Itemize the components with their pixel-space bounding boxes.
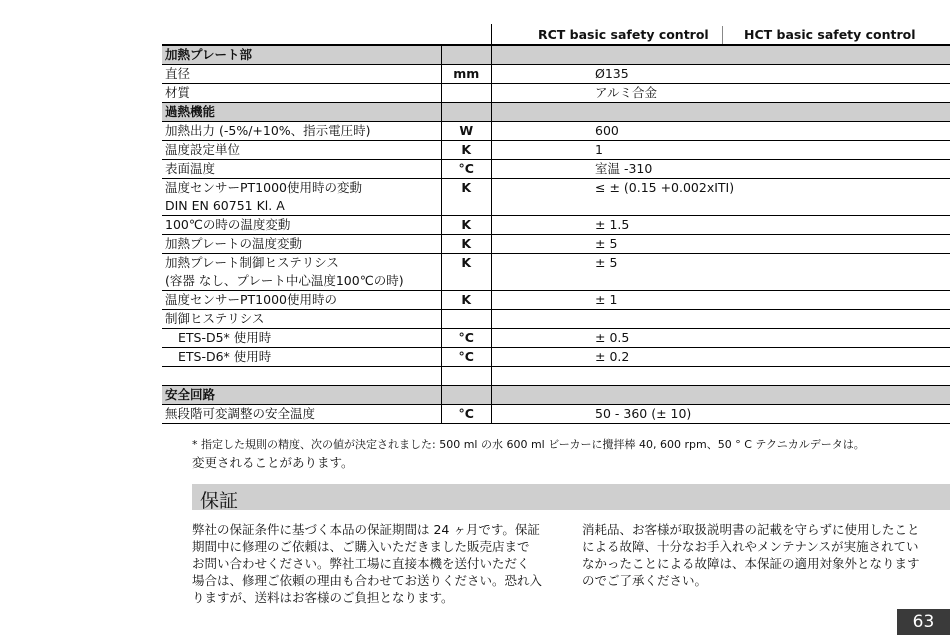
spec-row: [162, 405, 950, 424]
section-row: [162, 386, 950, 405]
section-row: [162, 103, 950, 122]
spec-unit: K: [441, 216, 492, 235]
spec-row: [162, 272, 950, 291]
spec-unit: K: [441, 235, 492, 254]
spec-unit: K: [441, 141, 492, 160]
spec-row: [162, 160, 950, 179]
warranty-paragraph-left: [192, 521, 542, 606]
spec-label: 安全回路: [162, 386, 441, 405]
warranty-text-line: 場合は、修理ご依頼の理由も合わせてお送りください。恐れ入: [192, 573, 543, 588]
spec-unit: K: [441, 291, 492, 310]
warranty-title: 保証: [200, 490, 239, 512]
spec-row: [162, 329, 950, 348]
spec-unit: [441, 197, 492, 216]
spec-value: [492, 386, 950, 405]
warranty-section-header: [192, 484, 950, 510]
spec-value: 1: [492, 141, 950, 160]
spec-value: [492, 272, 950, 291]
section-row: [162, 45, 950, 65]
spec-label: 材質: [162, 84, 441, 103]
spec-row: [162, 197, 950, 216]
spec-value: Ø135: [492, 65, 950, 84]
spec-value: ± 0.2: [492, 348, 950, 367]
spec-row: [162, 310, 950, 329]
spec-unit: [441, 386, 492, 405]
spec-unit: °C: [441, 405, 492, 424]
spec-row: [162, 254, 950, 273]
warranty-text-line: による故障、十分なお手入れやメンテナンスが実施されてい: [582, 539, 919, 554]
spec-value: [492, 103, 950, 122]
spec-row: [162, 179, 950, 198]
spec-unit: °C: [441, 329, 492, 348]
spec-value: [492, 367, 950, 386]
warranty-text-line: のでご了承ください。: [582, 573, 708, 588]
warranty-text-line: 弊社の保証条件に基づく本品の保証期間は 24 ヶ月です。保証: [192, 522, 540, 537]
spec-unit: K: [441, 254, 492, 273]
spec-value: [492, 197, 950, 216]
model-rct-heading: RCT basic safety control: [538, 27, 709, 42]
header-unit-cell: [441, 24, 492, 45]
spec-value: [492, 45, 950, 65]
spec-row: [162, 216, 950, 235]
spec-unit: [441, 45, 492, 65]
spec-label: (容器 なし、プレート中心温度100℃の時): [162, 272, 441, 291]
specs-table: [162, 24, 950, 424]
specs-header-row: [162, 24, 950, 45]
spec-label: [162, 367, 441, 386]
specs-table-body: [162, 24, 950, 424]
spec-unit: [441, 84, 492, 103]
spec-value: [492, 310, 950, 329]
spec-value: ± 1.5: [492, 216, 950, 235]
spec-unit: [441, 272, 492, 291]
spec-value: ± 5: [492, 254, 950, 273]
header-models-cell: [492, 24, 950, 45]
spec-label: 表面温度: [162, 160, 441, 179]
spec-value: 600: [492, 122, 950, 141]
spec-unit: mm: [441, 65, 492, 84]
footnote-subject-to-change: 変更されることがあります。: [192, 455, 354, 470]
warranty-text-line: なかったことによる故障は、本保証の適用対象外となります: [582, 556, 920, 571]
footnote-test-conditions: * 指定した規則の精度、次の値が決定されました: 500 ml の水 600 ml ビーカーに攪拌棒 40, 600 rpm、50 ° C テクニカルデータは。: [192, 438, 865, 451]
spec-label: ETS-D5* 使用時: [162, 329, 441, 348]
warranty-text-line: 消耗品、お客様が取扱説明書の記載を守らずに使用したこと: [582, 522, 920, 537]
spec-label: 無段階可変調整の安全温度: [162, 405, 441, 424]
spec-label: 加熱出力 (-5%/+10%、指示電圧時): [162, 122, 441, 141]
header-blank-cell: [162, 24, 441, 45]
spec-label: 100℃の時の温度変動: [162, 216, 441, 235]
spec-label: DIN EN 60751 Kl. A: [162, 197, 441, 216]
spec-label: 温度センサーPT1000使用時の: [162, 291, 441, 310]
warranty-paragraph-right: [582, 521, 920, 589]
spec-row: [162, 141, 950, 160]
spec-label: 制御ヒステリシス: [162, 310, 441, 329]
spec-row: [162, 122, 950, 141]
spec-label: 加熱プレートの温度変動: [162, 235, 441, 254]
spec-label: 加熱プレート制御ヒステリシス: [165, 255, 339, 270]
spec-value: アルミ合金: [492, 84, 950, 103]
spec-value: ≤ ± (0.15 +0.002xITI): [492, 179, 950, 198]
warranty-text-line: 期間中に修理のご依頼は、ご購入いただきました販売店まで: [192, 539, 530, 554]
spec-value: 50 - 360 (± 10): [492, 405, 950, 424]
spec-value: ± 0.5: [492, 329, 950, 348]
spec-label: 温度センサーPT1000使用時の変動: [165, 180, 362, 195]
spec-value: ± 1: [492, 291, 950, 310]
spec-unit: [441, 103, 492, 122]
spec-row: [162, 84, 950, 103]
spec-row: [162, 235, 950, 254]
spec-unit: [441, 367, 492, 386]
spec-unit: W: [441, 122, 492, 141]
spec-label: 温度設定単位: [162, 141, 441, 160]
spec-unit: K: [441, 179, 492, 198]
spec-label: 加熱プレート部: [162, 45, 441, 65]
spec-value: ± 5: [492, 235, 950, 254]
spec-unit: °C: [441, 348, 492, 367]
spec-row: [162, 367, 950, 386]
spec-row: [162, 65, 950, 84]
spec-row: [162, 291, 950, 310]
page-number: 63: [897, 609, 950, 635]
spec-label: ETS-D6* 使用時: [162, 348, 441, 367]
warranty-text-line: お問い合わせください。弊社工場に直接本機を送付いただく: [192, 556, 530, 571]
warranty-text-line: りますが、送料はお客様のご負担となります。: [192, 590, 454, 605]
spec-label: 直径: [162, 65, 441, 84]
spec-unit: [441, 310, 492, 329]
spec-value: 室温 -310: [492, 160, 950, 179]
spec-label: 過熱機能: [162, 103, 441, 122]
model-heading-divider: [722, 26, 723, 45]
spec-unit: °C: [441, 160, 492, 179]
model-hct-heading: HCT basic safety control: [744, 27, 916, 42]
spec-row: [162, 348, 950, 367]
